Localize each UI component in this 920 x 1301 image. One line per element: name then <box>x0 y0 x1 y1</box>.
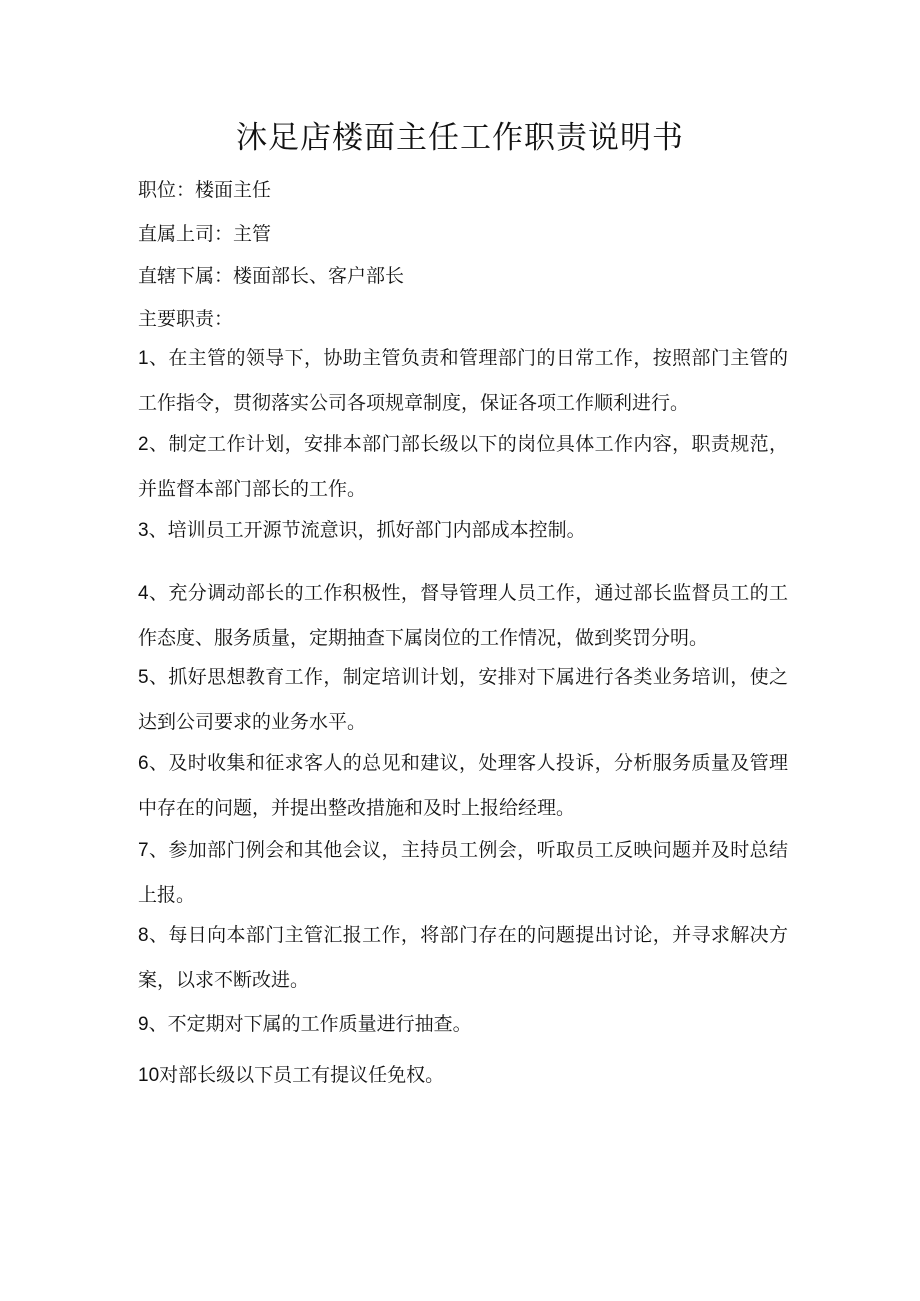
duty-number: 8 <box>138 925 149 946</box>
duty-text: 、制定工作计划，安排本部门部长级以下的岗位具体工作内容，职责规范，并监督本部门部长的工作。 <box>138 433 788 500</box>
duty-item-1 <box>138 336 788 425</box>
duty-text: 对部长级以下员工有提议任免权。 <box>159 1064 445 1086</box>
duty-number: 6 <box>138 753 149 774</box>
duty-item-6 <box>138 741 788 830</box>
document-title: 沐足店楼面主任工作职责说明书 <box>236 120 684 156</box>
duty-number: 1 <box>138 348 149 369</box>
duty-item-4 <box>138 571 788 660</box>
position-line: 职位：楼面主任 <box>138 179 272 201</box>
supervisor-line: 直属上司：主管 <box>138 223 272 245</box>
duty-item-8 <box>138 913 788 1002</box>
duty-text: 、不定期对下属的工作质量进行抽查。 <box>148 1013 472 1035</box>
duty-text: 、在主管的领导下，协助主管负责和管理部门的日常工作，按照部门主管的工作指令，贯彻落实公司各项规章制度，保证各项工作顺利进行。 <box>138 347 788 414</box>
duty-text: 、每日向本部门主管汇报工作，将部门存在的问题提出讨论，并寻求解决方案，以求不断改进。 <box>138 924 788 991</box>
duty-item-9 <box>138 1002 788 1047</box>
subordinates-line: 直辖下属：楼面部长、客户部长 <box>138 265 405 287</box>
duty-item-7 <box>138 828 788 917</box>
duty-number: 3 <box>138 520 149 541</box>
duties-heading: 主要职责： <box>138 308 234 330</box>
duty-item-3 <box>138 508 788 553</box>
duty-text: 、充分调动部长的工作积极性，督导管理人员工作，通过部长监督员工的工作态度、服务质量，定期抽查下属岗位的工作情况，做到奖罚分明。 <box>138 582 788 649</box>
duty-number: 4 <box>138 583 149 604</box>
duty-item-5 <box>138 655 788 744</box>
duty-text: 、及时收集和征求客人的总见和建议，处理客人投诉，分析服务质量及管理中存在的问题，并提出整改措施和及时上报给经理。 <box>138 752 788 819</box>
duty-number: 9 <box>138 1014 149 1035</box>
duty-number: 7 <box>138 840 149 861</box>
duty-item-2 <box>138 422 788 511</box>
duty-number: 5 <box>138 667 149 688</box>
duty-text: 、参加部门例会和其他会议，主持员工例会，听取员工反映问题并及时总结上报。 <box>138 839 788 906</box>
duty-text: 、抓好思想教育工作，制定培训计划，安排对下属进行各类业务培训，使之达到公司要求的业务水平。 <box>138 666 788 733</box>
duty-item-10 <box>138 1053 788 1098</box>
duty-text: 、培训员工开源节流意识，抓好部门内部成本控制。 <box>148 519 586 541</box>
duty-number: 10 <box>138 1065 160 1086</box>
duty-number: 2 <box>138 434 149 455</box>
